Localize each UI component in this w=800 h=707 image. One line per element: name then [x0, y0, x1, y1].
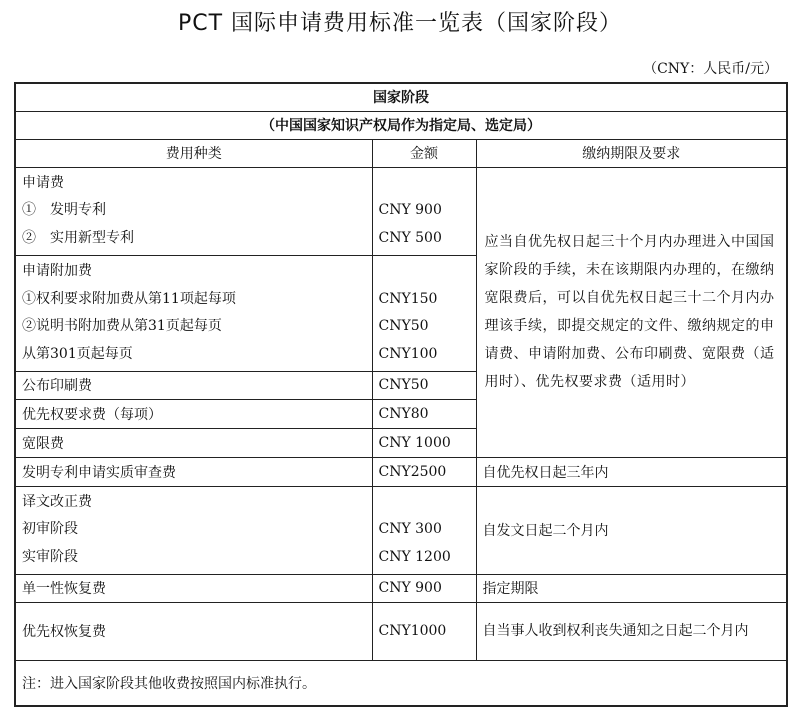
amount-cell: CNY50 — [372, 371, 476, 399]
amount-cell: CNY 300 CNY 1200 — [372, 486, 476, 574]
fee-table — [14, 82, 788, 707]
table-row — [15, 457, 787, 486]
requirement-cell: 指定期限 — [476, 574, 787, 602]
amount-cell: CNY 900 — [372, 574, 476, 602]
page-title: PCT 国际申请费用标准一览表（国家阶段） — [177, 11, 623, 36]
requirement-cell: 自发文日起二个月内 — [476, 486, 787, 574]
table-row — [15, 660, 787, 706]
table-row — [15, 486, 787, 574]
fee-type-cell: 申请附加费 ①权利要求附加费从第11项起每项 ②说明书附加费从第31页起每页 从第301页起每页 — [15, 255, 372, 371]
amount-cell: CNY2500 — [372, 457, 476, 486]
fee-type-cell: 公布印刷费 — [15, 371, 372, 399]
amount-cell: CNY 1000 — [372, 428, 476, 457]
table-row — [15, 167, 787, 255]
fee-type-cell: 优先权恢复费 — [15, 602, 372, 660]
fee-type-cell: 申请费 ① 发明专利 ② 实用新型专利 — [15, 167, 372, 255]
table-row — [15, 602, 787, 660]
currency-unit-note: （CNY：人民币/元） — [643, 61, 778, 77]
amount-cell: CNY150 CNY50 CNY100 — [372, 255, 476, 371]
column-header-fee-type: 费用种类 — [15, 139, 372, 167]
amount-cell: CNY 900 CNY 500 — [372, 167, 476, 255]
column-header-amount: 金额 — [372, 139, 476, 167]
column-header-deadline: 缴纳期限及要求 — [476, 139, 787, 167]
amount-cell: CNY1000 — [372, 602, 476, 660]
requirement-cell-shared: 应当自优先权日起三十个月内办理进入中国国家阶段的手续，未在该期限内办理的，在缴纳宽限费后，可以自优先权日起三十二个月内办理该手续，即提交规定的文件、缴纳规定的申请费、申请附加费、公布印刷费、宽限费（适用时）、优先权要求费（适用时） — [476, 167, 787, 457]
table-note: 注：进入国家阶段其他收费按照国内标准执行。 — [15, 660, 787, 706]
requirement-cell: 自优先权日起三年内 — [476, 457, 787, 486]
table-header-stage: 国家阶段 — [15, 83, 787, 111]
table-row — [15, 574, 787, 602]
amount-cell: CNY80 — [372, 399, 476, 428]
fee-type-cell: 译文改正费 初审阶段 实审阶段 — [15, 486, 372, 574]
table-header-office: （中国国家知识产权局作为指定局、选定局） — [15, 111, 787, 139]
requirement-cell: 自当事人收到权利丧失通知之日起二个月内 — [476, 602, 787, 660]
fee-type-cell: 优先权要求费（每项） — [15, 399, 372, 428]
fee-type-cell: 宽限费 — [15, 428, 372, 457]
fee-type-cell: 发明专利申请实质审查费 — [15, 457, 372, 486]
fee-type-cell: 单一性恢复费 — [15, 574, 372, 602]
